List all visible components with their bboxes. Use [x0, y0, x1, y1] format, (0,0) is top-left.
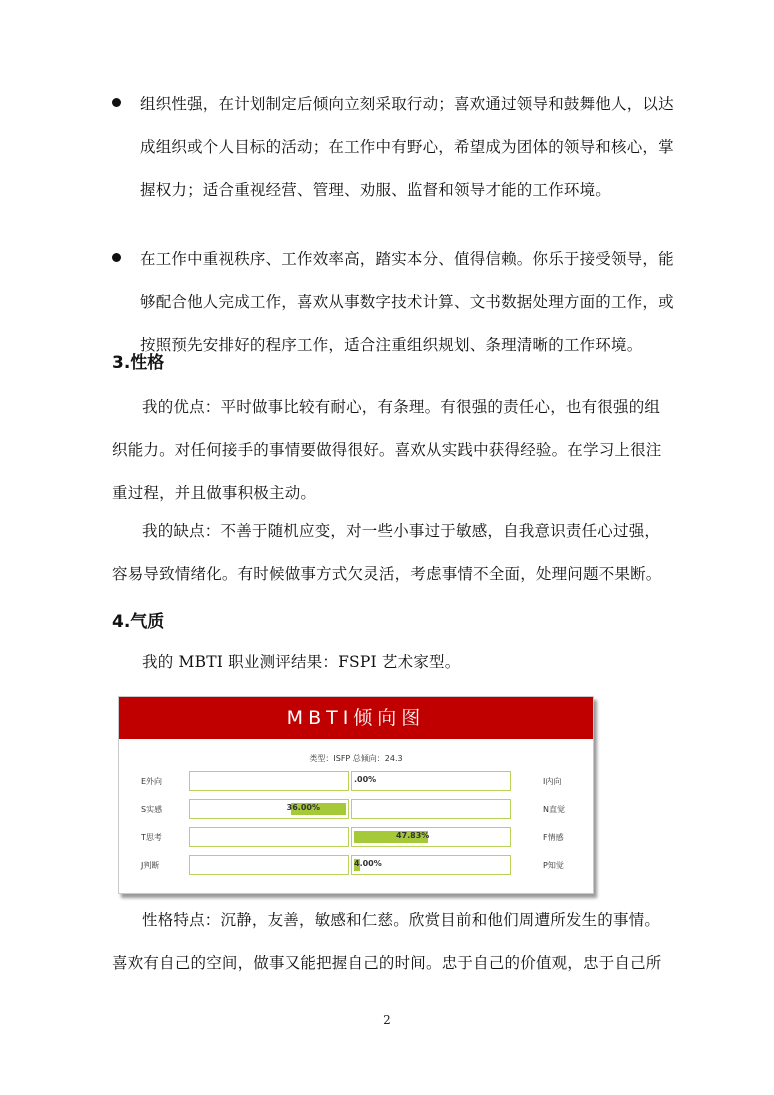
bullet-line: 组织性强，在计划制定后倾向立刻采取行动；喜欢通过领导和鼓舞他人，以达: [140, 95, 674, 113]
mbti-left-label: E外向: [141, 777, 163, 786]
paragraph-line: 织能力。对任何接手的事情要做得很好。喜欢从实践中获得经验。在学习上很注: [112, 441, 662, 459]
mbti-left-box: [189, 799, 349, 819]
mbti-right-box: [351, 799, 511, 819]
paragraph-line: 性格特点：沉静，友善，敏感和仁慈。欣赏目前和他们周遭所发生的事情。: [142, 911, 661, 929]
bullet-line: 够配合他人完成工作，喜欢从事数字技术计算、文书数据处理方面的工作，或: [140, 293, 674, 311]
mbti-right-box: [351, 855, 511, 875]
mbti-right-box: [351, 771, 511, 791]
mbti-bar-label: 47.83%: [396, 831, 430, 840]
paragraph-line: 容易导致情绪化。有时候做事方式欠灵活，考虑事情不全面，处理问题不果断。: [112, 565, 662, 583]
bullet-line: 按照预先安排好的程序工作，适合注重组织规划、条理清晰的工作环境。: [140, 336, 643, 354]
paragraph-line: 喜欢有自己的空间，做事又能把握自己的时间。忠于自己的价值观，忠于自己所: [112, 954, 662, 972]
mbti-left-box: [189, 855, 349, 875]
section-heading: 3.性格: [112, 353, 165, 373]
paragraph-line: 我的缺点：不善于随机应变，对一些小事过于敏感，自我意识责任心过强，: [142, 522, 661, 540]
mbti-bar-label: .00%: [354, 775, 377, 784]
chart-subtitle: 类型：ISFP 总倾向：24.3: [309, 754, 403, 763]
page-number: 2: [383, 1013, 391, 1027]
chart-title: MBTI倾向图: [119, 697, 593, 739]
bullet-line: 在工作中重视秩序、工作效率高，踏实本分、值得信赖。你乐于接受领导，能: [140, 250, 674, 268]
mbti-bar-label: 4.00%: [354, 859, 382, 868]
mbti-left-label: S实感: [141, 805, 163, 814]
mbti-right-label: P知觉: [543, 861, 564, 870]
bullet-dot: [112, 98, 121, 107]
mbti-chart: [118, 696, 594, 894]
mbti-row: [119, 771, 593, 791]
mbti-right-box: [351, 827, 511, 847]
bullet-dot: [112, 253, 121, 262]
mbti-bar-label: 36.00%: [286, 803, 320, 812]
mbti-left-label: T思考: [141, 833, 162, 842]
bullet-line: 成组织或个人目标的活动；在工作中有野心，希望成为团体的领导和核心，掌: [140, 138, 674, 156]
mbti-right-label: F情感: [543, 833, 564, 842]
paragraph-line: 我的 MBTI 职业测评结果：FSPI 艺术家型。: [142, 653, 461, 671]
mbti-right-label: N直觉: [543, 805, 565, 814]
mbti-row: [119, 827, 593, 847]
mbti-left-box: [189, 771, 349, 791]
paragraph-line: 重过程，并且做事积极主动。: [112, 484, 317, 502]
mbti-right-label: I内向: [543, 777, 562, 786]
bullet-line: 握权力；适合重视经营、管理、劝服、监督和领导才能的工作环境。: [140, 181, 612, 199]
mbti-row: [119, 855, 593, 875]
mbti-left-label: J判断: [141, 861, 160, 870]
mbti-row: [119, 799, 593, 819]
paragraph-line: 我的优点：平时做事比较有耐心，有条理。有很强的责任心，也有很强的组: [142, 398, 661, 416]
mbti-left-box: [189, 827, 349, 847]
section-heading: 4.气质: [112, 612, 165, 632]
